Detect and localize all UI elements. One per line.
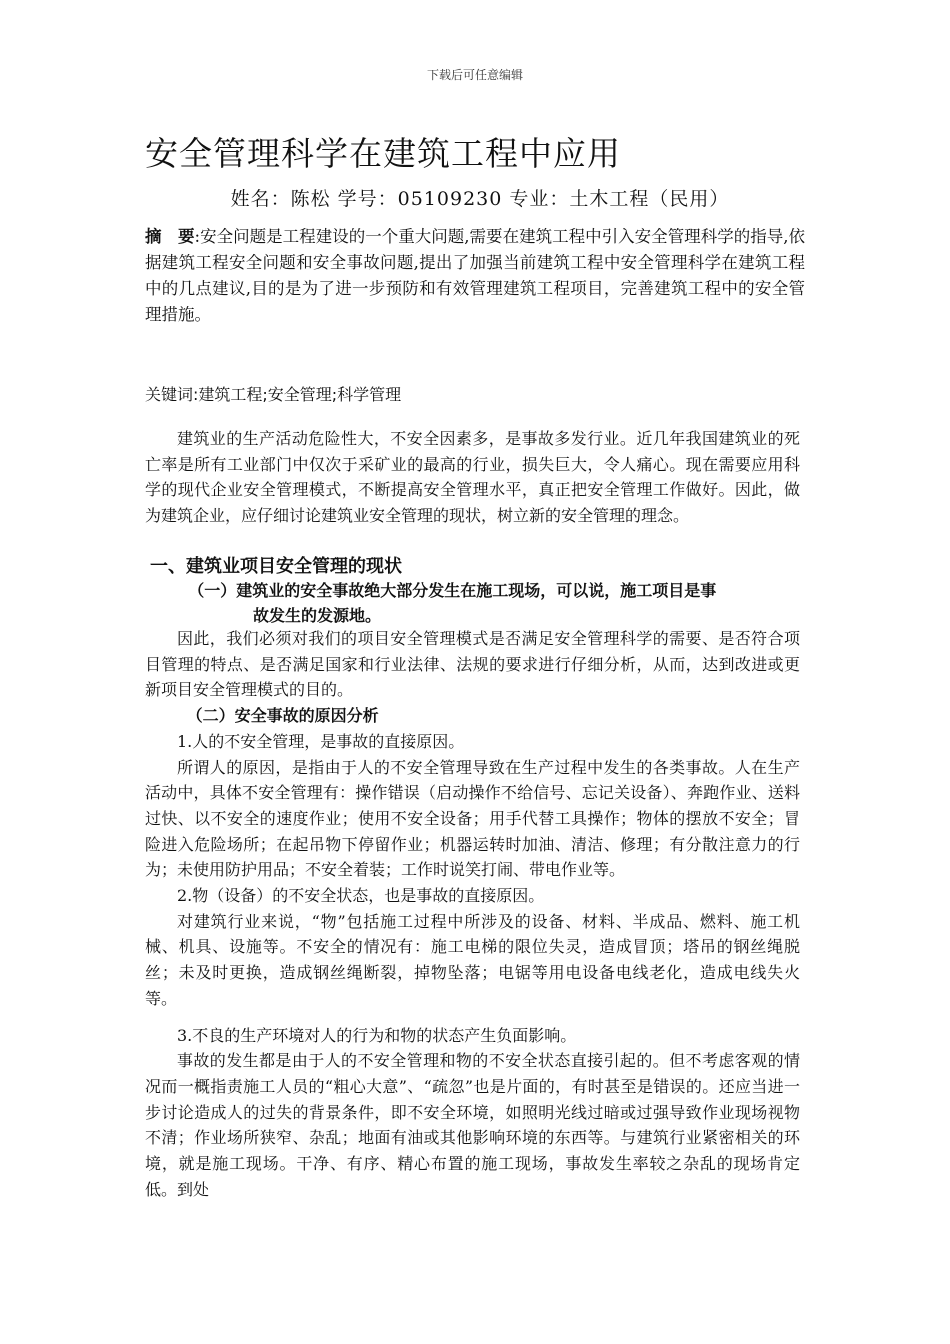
list-item: 3.不良的生产环境对人的行为和物的状态产生负面影响。	[177, 1025, 577, 1045]
subsection-heading-1	[145, 578, 805, 628]
paragraph: 建筑业的生产活动危险性大，不安全因素多，是事故多发行业。近几年我国建筑业的死亡率是所有工业部门中仅次于采矿业的最高的行业，损失巨大，令人痛心。现在需要应用科学的现代企业安全管理模式，不断提高安全管理水平，真正把安全管理工作做好。因此，做为建筑企业，应仔细讨论建筑业安全管理的现状，树立新的安全管理的理念。	[145, 429, 800, 526]
subsection-heading-2: （二）安全事故的原因分析	[186, 706, 379, 726]
page-title: 安全管理科学在建筑工程中应用	[145, 134, 621, 173]
abstract	[145, 224, 805, 328]
paragraph: 事故的发生都是由于人的不安全管理和物的不安全状态直接引起的。但不考虑客观的情况而一概指责施工人员的“粗心大意”、“疏忽”也是片面的，有时甚至是错误的。还应当进一步讨论造成人的过失的背景条件，即不安全环境，如照明光线过暗或过强导致作业现场视物不清；作业场所狭窄、杂乱；地面有油或其他影响环境的东西等。与建筑行业紧密相关的环境，就是施工现场。干净、有序、精心布置的施工现场，事故发生率较之杂乱的现场肯定低。到处	[145, 1051, 800, 1199]
list-item: 1.人的不安全管理，是事故的直接原因。	[177, 731, 465, 751]
paragraph: 所谓人的原因，是指由于人的不安全管理导致在生产过程中发生的各类事故。人在生产活动中，具体不安全管理有：操作错误（启动操作不给信号、忘记关设备）、奔跑作业、送料过快、以不安全的速度作业；使用不安全设备；用手代替工具操作；物体的摆放不安全；冒险进入危险场所；在起吊物下停留作业；机器运转时加油、清洁、修理；有分散注意力的行为；未使用防护用品；不安全着装；工作时说笑打闹、带电作业等。	[145, 757, 800, 880]
abstract-label: 摘 要	[145, 227, 195, 246]
paragraph: 对建筑行业来说，“物”包括施工过程中所涉及的设备、材料、半成品、燃料、施工机械、机具、设施等。不安全的情况有：施工电梯的限位失灵，造成冒顶；塔吊的钢丝绳脱丝；未及时更换，造成钢丝绳断裂，掉物坠落；电锯等用电设备电线老化，造成电线失火等。	[145, 911, 800, 1008]
subsection-text-part2: 故发生的发源地。	[253, 606, 382, 625]
keywords: 关键词:建筑工程;安全管理;科学管理	[145, 385, 402, 404]
subsection-text-part1: （一）建筑业的安全事故绝大部分发生在施工现场，可以说，施工项目是事	[188, 581, 717, 600]
header-note: 下载后可任意编辑	[426, 68, 523, 82]
intro-paragraph	[145, 426, 800, 529]
list-item: 2.物（设备）的不安全状态，也是事故的直接原因。	[177, 886, 545, 906]
section-body	[145, 626, 800, 1202]
abstract-text: :安全问题是工程建设的一个重大问题,需要在建筑工程中引入安全管理科学的指导,依据建筑工程安全问题和安全事故问题,提出了加强当前建筑工程中安全管理科学在建筑工程中的几点建议,目的是为了进一步预防和有效管理建筑工程项目，完善建筑工程中的安全管理措施。	[145, 227, 806, 324]
paragraph: 因此，我们必须对我们的项目安全管理模式是否满足安全管理科学的需要、是否符合项目管理的特点、是否满足国家和行业法律、法规的要求进行仔细分析，从而，达到改进或更新项目安全管理模式的目的。	[145, 629, 800, 700]
section-heading: 一、建筑业项目安全管理的现状	[150, 556, 402, 577]
author-line: 姓名：陈松 学号：05109230 专业：土木工程（民用）	[230, 188, 730, 210]
